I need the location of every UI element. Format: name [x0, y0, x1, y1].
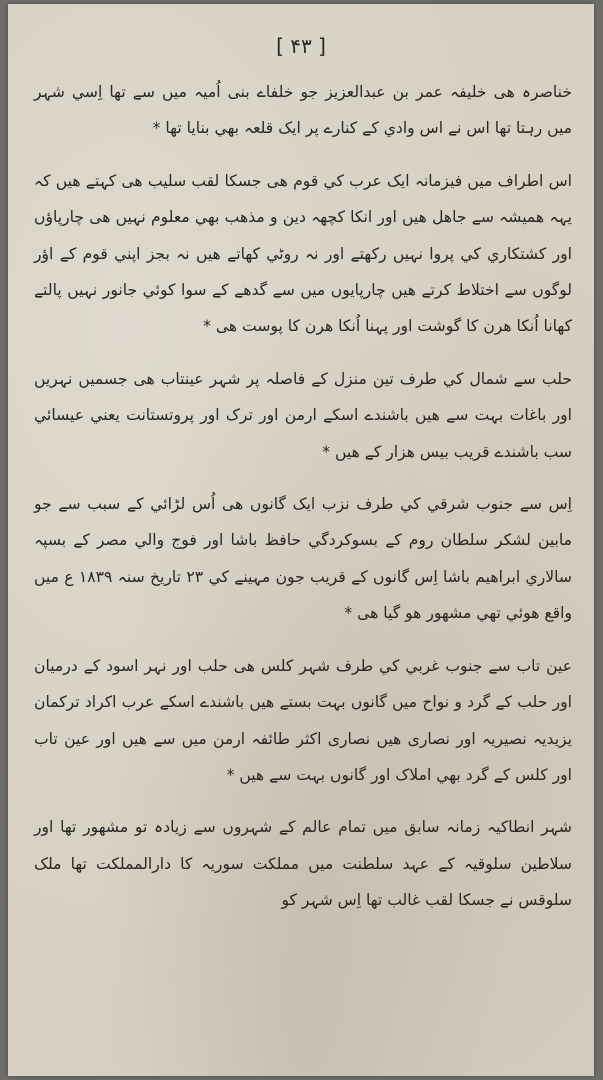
paragraph-arab-tribe: اس اطراف میں فيزمانہ ایک عرب کي قوم هی جسکا لقب سلیب هی کہتے هیں کہ یہہ همیشہ سے جاهل هیں اور انکا کچھہ دین و مذهب بهي معلوم نہیں هی چارپاؤں اور کشتکاري کي پروا نہیں رکھتے اور نہ روٹي کھاتے هیں نہ بجز اپني قوم کے اؤر لوگوں سے اختلاط کرتے هیں چارپایوں میں سے گدھے کے سوا کوئي جانور نہیں پالتے کھانا اُنکا هرن کا گوشت اور پہنا اُنکا هرن کا پوست هی * [34, 171, 572, 336]
paragraph-khanasira: خناصرہ هی خلیفہ عمر بن عبدالعزیز جو خلفاے بنی اُمیہ میں سے تھا اِسي شہر میں رہتا تھا اس نے اس وادي کے کنارے پر ایک قلعہ بهي بنایا تھا * [34, 83, 572, 138]
book-page [8, 4, 594, 1076]
paragraph-antioch: شہر انطاکیہ زمانہ سابق میں تمام عالم کے شہروں سے زیادہ تو مشهور تھا اور سلاطین سلوقیہ کے عہد سلطنت میں مملکت سوریہ کا دارالمملکت تھا ملک سلوقس نے جسکا لقب غالب تھا اِس شہر کو [34, 818, 572, 910]
paragraph-kilis: عین تاب سے جنوب غربي کي طرف شہر کلس هی حلب اور نہر اسود کے درمیان اور حلب کے گرد و نواح میں گانوں بہت بستے هیں باشندے اسکے عرب اکراد ترکمان یزیدیہ نصیریہ اور نصاری هیں نصاری اکثر طائفہ ارمن میں سے هیں اور عین تاب اور کلس کے گرد بهي املاک اور گانوں بہت سے هیں * [34, 656, 572, 784]
page-number: [ ۴۳ ] [276, 34, 326, 58]
page-body-text [34, 74, 572, 919]
paragraph-nizib: اِس سے جنوب شرقي کي طرف نزب ایک گانوں هی اُس لڑائي کے سبب سے جو مابین لشکر سلطان روم کے بسوکردگي حافظ باشا اور فوج والي مصر کے بسپہ سالاري ابراهیم باشا اِس گانوں کے قریب جون مہینے کي ۲۳ تاریخ سنہ ۱۸۳۹ ع میں واقع هوئي تهي مشهور هو گیا هی * [34, 495, 572, 623]
paragraph-aintab: حلب سے شمال کي طرف تین منزل کے فاصلہ پر شہر عینتاب هی جسمیں نہریں اور باغات بہت سے هیں باشندے اسکے ارمن اور ترک اور پروتستانت یعني عیسائي سب باشندے قریب بیس هزار کے هیں * [34, 369, 572, 461]
